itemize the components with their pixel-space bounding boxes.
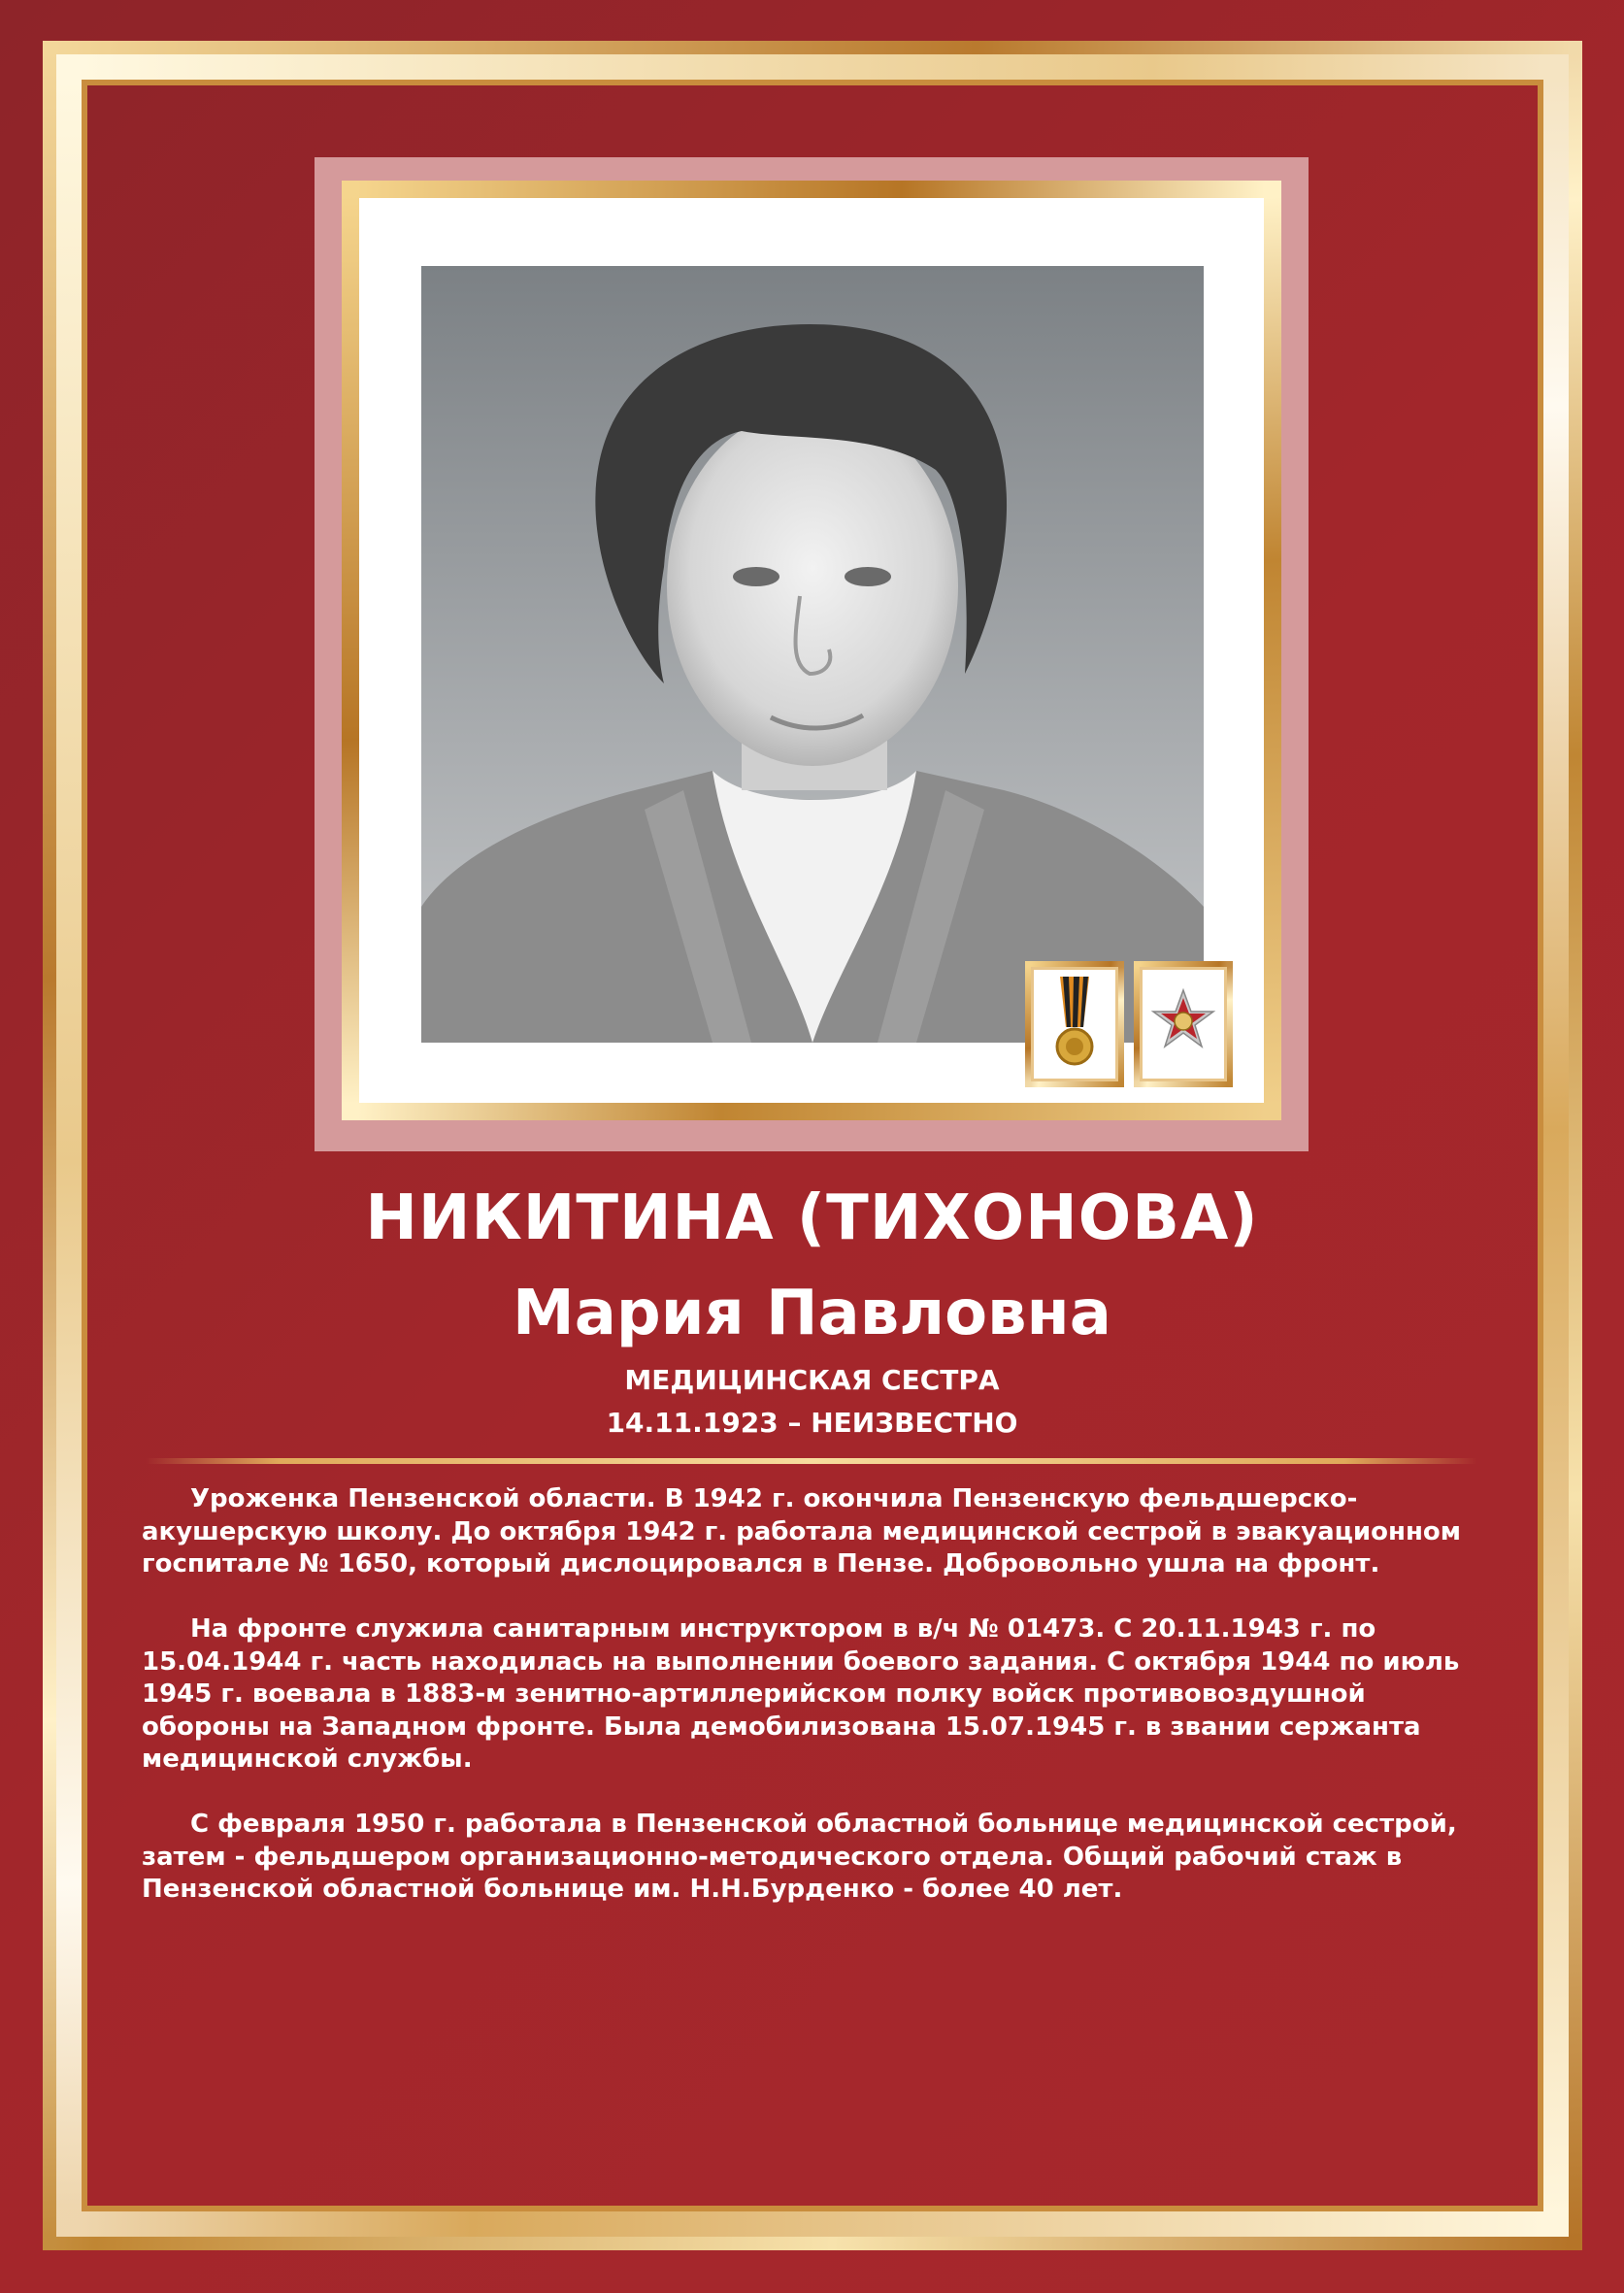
portrait-photo (421, 266, 1204, 1043)
role-label: МЕДИЦИНСКАЯ СЕСТРА (624, 1364, 1000, 1396)
given-name-title: Мария Павловна (513, 1278, 1111, 1349)
medal-frame-1 (1025, 961, 1124, 1087)
portrait-illustration (421, 266, 1204, 1043)
bio-paragraph-3: С февраля 1950 г. работала в Пензенской областной больнице медицинской сестрой, затем - фельдшером организационно-методического отдела. Общий рабочий стаж в Пензенской областной больнице им. Н.Н.Бурденко - более 40 лет. (142, 1810, 1457, 1904)
medal-frame-2 (1134, 961, 1233, 1087)
biography (142, 1483, 1472, 1939)
bio-paragraph-2: На фронте служила санитарным инструктором в в/ч № 01473. С 20.11.1943 г. по 15.04.1944 г. часть находилась на выполнении боевого задания. С октября 1944 по июль 1945 г. воевала в 1883-м зенитно-артиллерийском полку войск противовоздушной обороны на Западном фронте. Была демобилизована 15.07.1945 г. в звании сержанта медицинской службы. (142, 1614, 1460, 1774)
bio-paragraph-1: Уроженка Пензенской области. В 1942 г. окончила Пензенскую фельдшерско-акушерскую школу. До октября 1942 г. работала медицинской сестрой в эвакуационном госпитале № 1650, который дислоцировался в Пензе. Добровольно ушла на фронт. (142, 1484, 1462, 1579)
title-divider (146, 1458, 1477, 1464)
order-icon (1140, 967, 1227, 1081)
medal-icon (1031, 967, 1118, 1081)
surname-title: НИКИТИНА (ТИХОНОВА) (365, 1182, 1259, 1254)
dates-label: 14.11.1923 – НЕИЗВЕСТНО (606, 1407, 1018, 1439)
